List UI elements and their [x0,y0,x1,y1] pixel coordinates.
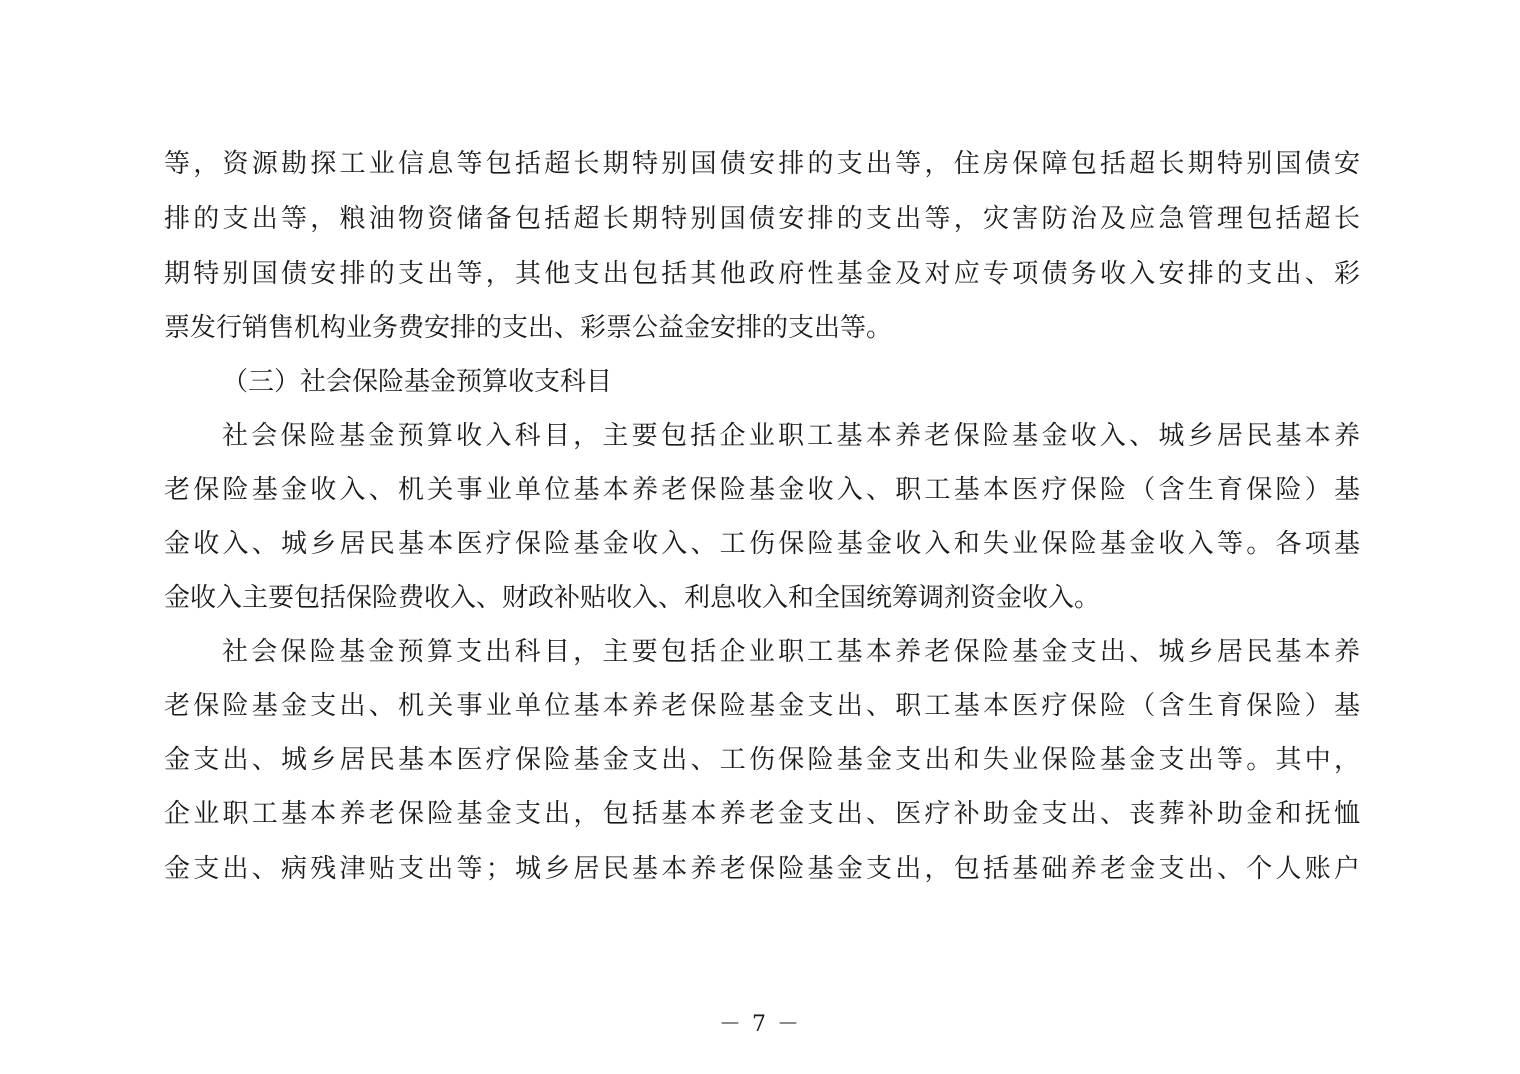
body-text-line: 等，资源勘探工业信息等包括超长期特别国债安排的支出等，住房保障包括超长期特别国债安 [164,149,1360,179]
body-text-line: 金收入主要包括保险费收入、财政补贴收入、利息收入和全国统筹调剂资金收入。 [164,583,1101,613]
paragraph-first-line: 社会保险基金预算收入科目，主要包括企业职工基本养老保险基金收入、城乡居民基本养 [222,421,1360,451]
body-text-line: 企业职工基本养老保险基金支出，包括基本养老金支出、医疗补助金支出、丧葬补助金和抚恤 [164,799,1360,829]
page-number: － 7 － [719,1012,801,1037]
body-text-line: 排的支出等，粮油物资储备包括超长期特别国债安排的支出等，灾害防治及应急管理包括超长 [164,204,1360,234]
body-text-line: 老保险基金支出、机关事业单位基本养老保险基金支出、职工基本医疗保险（含生育保险）基 [164,691,1360,721]
body-text-line: 老保险基金收入、机关事业单位基本养老保险基金收入、职工基本医疗保险（含生育保险）基 [164,475,1360,505]
body-text-line: 金收入、城乡居民基本医疗保险基金收入、工伤保险基金收入和失业保险基金收入等。各项基 [164,529,1360,559]
section-heading: （三）社会保险基金预算收支科目 [222,367,613,397]
body-text-line: 票发行销售机构业务费安排的支出、彩票公益金安排的支出等。 [164,313,893,343]
body-text-line: 金支出、病残津贴支出等；城乡居民基本养老保险基金支出，包括基础养老金支出、个人账户 [164,854,1360,884]
body-text-line: 金支出、城乡居民基本医疗保险基金支出、工伤保险基金支出和失业保险基金支出等。其中， [164,745,1360,775]
paragraph-first-line: 社会保险基金预算支出科目，主要包括企业职工基本养老保险基金支出、城乡居民基本养 [222,637,1360,667]
body-text-line: 期特别国债安排的支出等，其他支出包括其他政府性基金及对应专项债务收入安排的支出、彩 [164,259,1360,289]
